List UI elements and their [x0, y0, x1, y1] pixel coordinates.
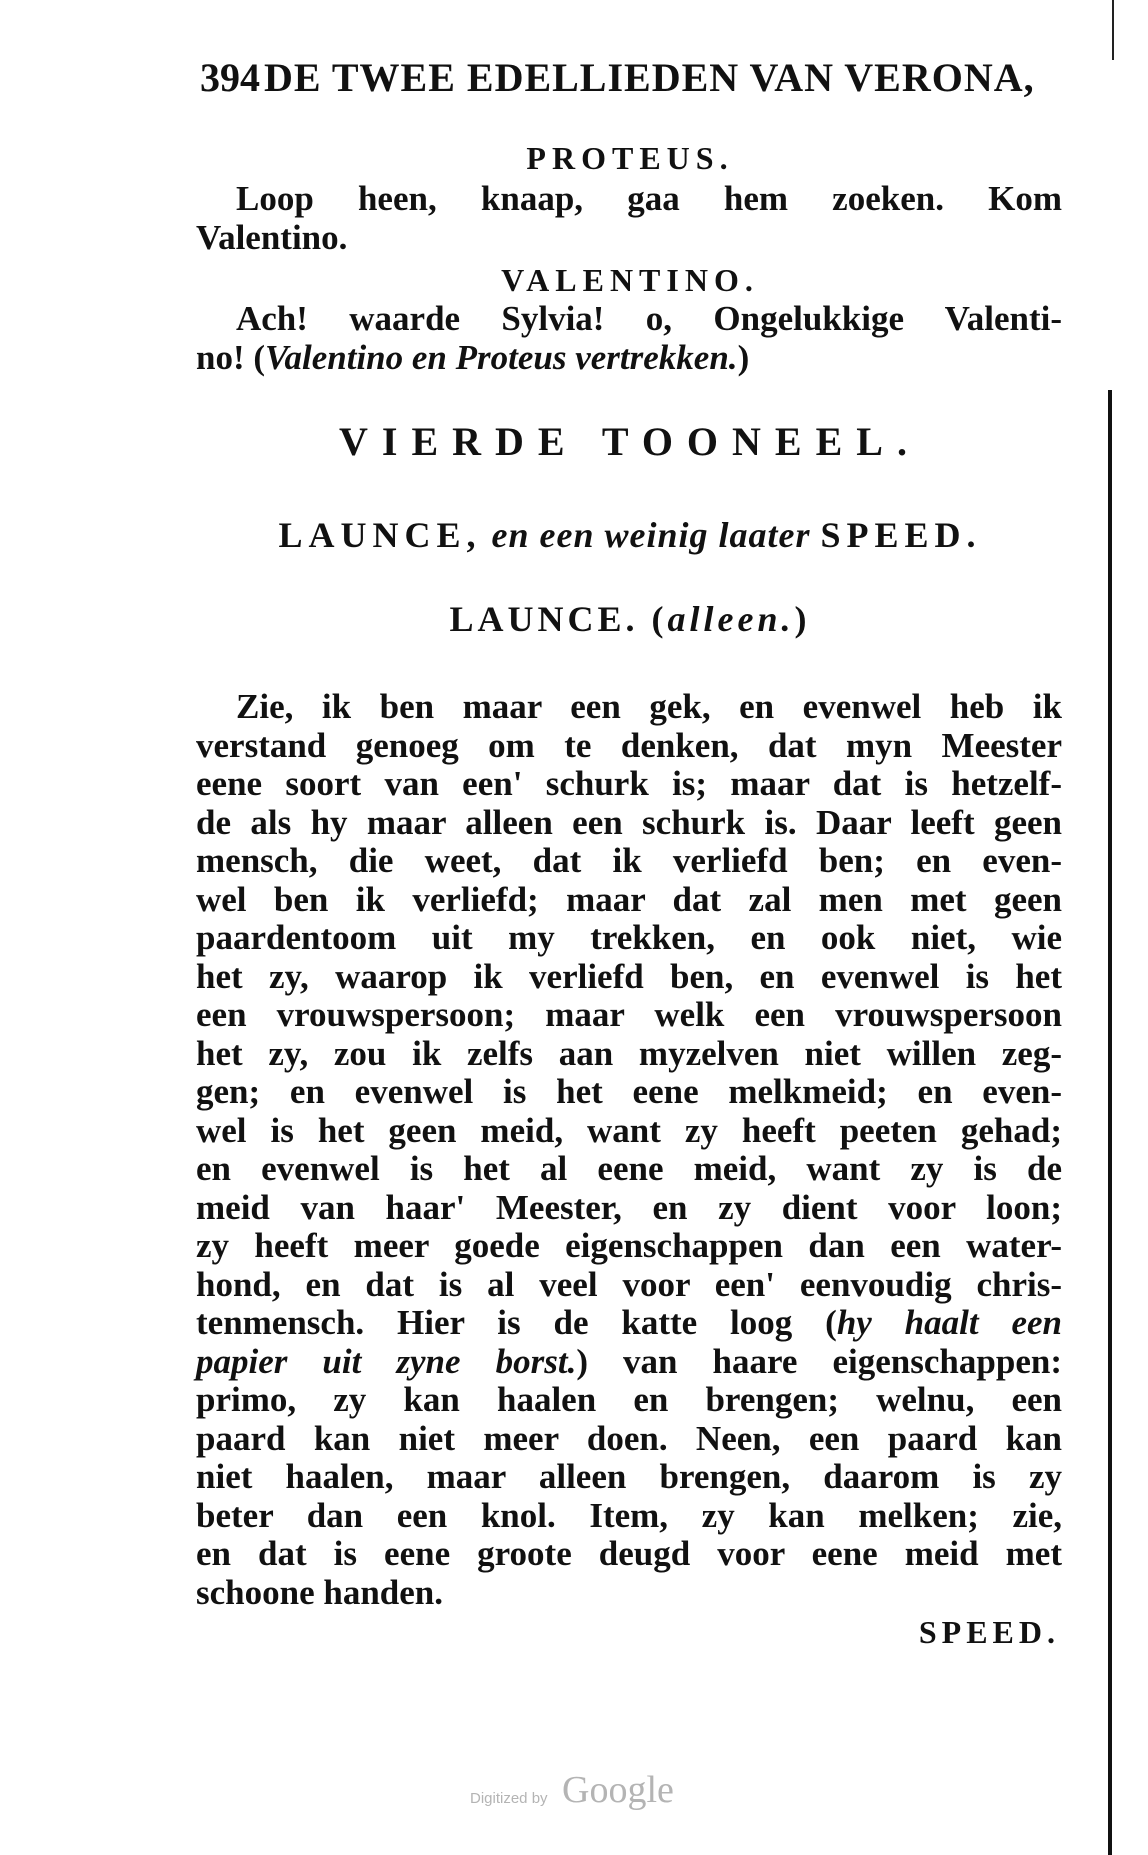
- speech-line: Valentino.: [196, 217, 348, 257]
- speech-launce: [196, 688, 1062, 1612]
- speech-line: [196, 1304, 1062, 1343]
- speaker-valentino: VALENTINO.: [501, 262, 759, 298]
- speech-line: gen; en evenwel is het eene melkmeid; en even-: [196, 1072, 1062, 1111]
- speech-line: Loop heen, knaap, gaa hem zoeken. Kom: [236, 179, 1062, 218]
- speech-line: paardentoom uit my trekken, en ook niet, wie: [196, 918, 1062, 957]
- watermark-logo-text: Google: [562, 1769, 674, 1811]
- cast-name: SPEED.: [820, 515, 982, 555]
- speech-line: de als hy maar alleen een schurk is. Daar leeft geen: [196, 802, 1062, 842]
- stage-direction: papier uit zyne borst.: [196, 1341, 577, 1381]
- speaker-launce: [200, 598, 1060, 640]
- speech-line: eene soort van een' schurk is; maar dat is hetzelf-: [196, 764, 1062, 803]
- text-fragment: tenmensch. Hier is de katte loog (: [196, 1303, 837, 1342]
- speech-proteus: [196, 180, 1062, 257]
- stage-direction: Valentino en Proteus vertrekken.: [265, 337, 738, 377]
- speech-line: mensch, die weet, dat ik verliefd ben; en even-: [196, 841, 1062, 880]
- text-fragment: ): [794, 599, 811, 639]
- speech-line: en evenwel is het al eene meid, want zy is de: [196, 1149, 1062, 1188]
- speech-line: een vrouwspersoon; maar welk een vrouwspersoon: [196, 995, 1062, 1034]
- text-fragment: no! (: [196, 337, 266, 377]
- running-head: [200, 48, 1060, 108]
- speech-line: hond, en dat is al veel voor een' eenvoudig chris-: [196, 1264, 1062, 1304]
- speech-line: Ach! waarde Sylvia! o, Ongelukkige Valenti-: [236, 299, 1062, 338]
- speech-line: [196, 339, 1062, 378]
- speaker-name: LAUNCE.: [449, 599, 639, 639]
- catchword-speaker: SPEED.: [918, 1614, 1060, 1650]
- speech-line: het zy, waarop ik verliefd ben, en evenwel is het: [196, 956, 1062, 996]
- text-fragment: ): [737, 337, 750, 377]
- speech-line: Zie, ik ben maar een gek, en evenwel heb ik: [236, 687, 1062, 726]
- speech-line: wel ben ik verliefd; maar dat zal men met geen: [196, 879, 1062, 919]
- scene-cast: [200, 514, 1060, 556]
- speech-line: zy heeft meer goede eigenschappen dan een water-: [196, 1226, 1062, 1265]
- cast-name: LAUNCE,: [278, 515, 482, 555]
- speech-line: het zy, zou ik zelfs aan myzelven niet willen zeg-: [196, 1033, 1062, 1073]
- speech-line: en dat is eene groote deugd voor eene meid met: [196, 1534, 1062, 1573]
- cast-direction: en een weinig laater: [491, 515, 811, 555]
- page-edge-rule: [1108, 390, 1112, 1855]
- watermark-small-text: Digitized by: [470, 1790, 548, 1807]
- stage-direction: alleen.: [667, 599, 795, 639]
- stage-direction: hy haalt een: [836, 1303, 1062, 1342]
- speech-line: [196, 1343, 1062, 1382]
- speech-line: paard kan niet meer doen. Neen, een paard kan: [196, 1418, 1062, 1458]
- page-edge-top: [1112, 0, 1114, 60]
- page-number: 394: [200, 55, 260, 100]
- text-fragment: (: [651, 599, 668, 639]
- speaker-proteus: PROTEUS.: [526, 140, 734, 176]
- speech-line: schoone handen.: [196, 1572, 444, 1612]
- scene-title: VIERDE TOONEEL.: [339, 419, 921, 464]
- speech-line: meid van haar' Meester, en zy dient voor loon;: [196, 1187, 1062, 1227]
- speech-line: primo, zy kan haalen en brengen; welnu, een: [196, 1380, 1062, 1419]
- digitized-watermark: [470, 1768, 710, 1818]
- speech-line: verstand genoeg om te denken, dat myn Meester: [196, 725, 1062, 765]
- speech-line: wel is het geen meid, want zy heeft peeten gehad;: [196, 1110, 1062, 1150]
- speech-line: beter dan een knol. Item, zy kan melken; zie,: [196, 1495, 1062, 1535]
- running-title: DE TWEE EDELLIEDEN VAN VERONA,: [264, 55, 1035, 100]
- text-fragment: ) van haare eigenschappen:: [576, 1341, 1062, 1381]
- speech-line: niet haalen, maar alleen brengen, daarom is zy: [196, 1457, 1062, 1496]
- speech-valentino: [196, 300, 1062, 377]
